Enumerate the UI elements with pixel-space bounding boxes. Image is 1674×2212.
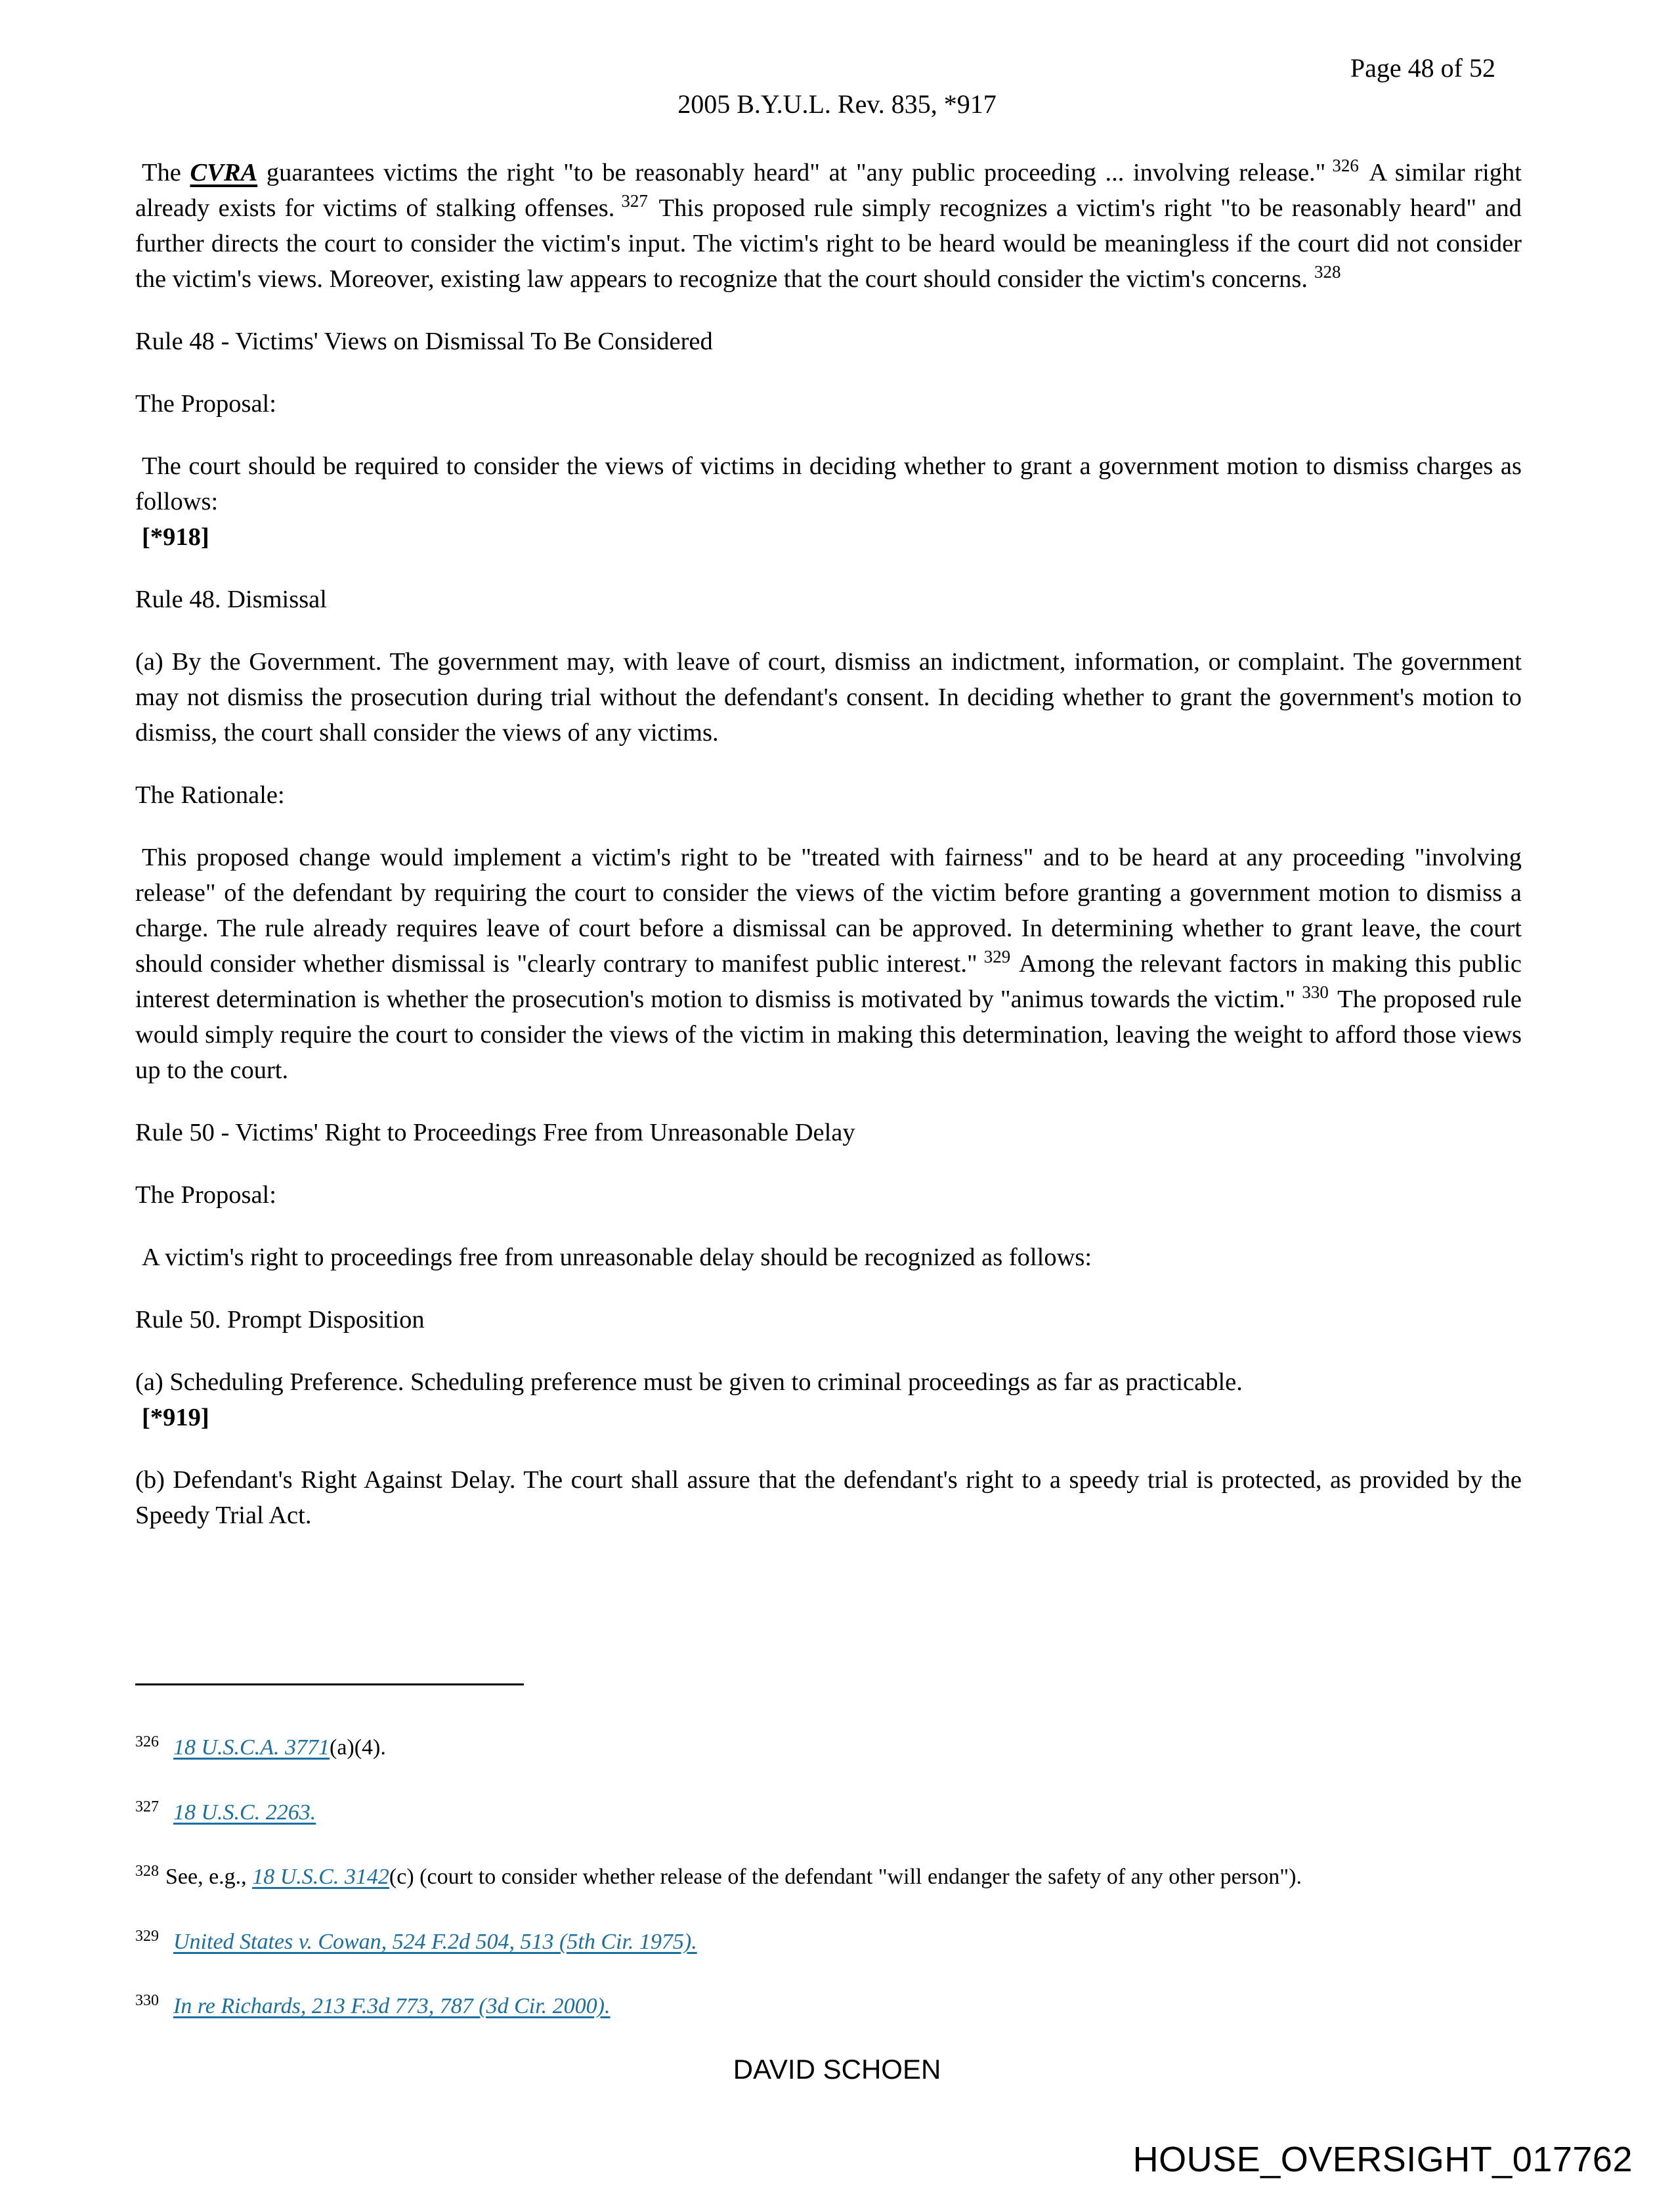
footnote-ref-327[interactable]: 327 — [621, 191, 648, 211]
footnote-number: 330 — [135, 1992, 159, 2009]
page-number: Page 48 of 52 — [1350, 53, 1495, 83]
proposal-label: The Proposal: — [135, 1181, 276, 1209]
cvra-link[interactable]: CVRA — [190, 159, 258, 186]
rationale-label: The Rationale: — [135, 781, 285, 809]
rationale-paragraph — [135, 840, 1522, 1088]
footnote-329 — [135, 1928, 697, 1955]
footnote-text: (c) (court to consider whether release of the defendant "will endanger the safety of any other person"). — [389, 1865, 1302, 1889]
footnote-number: 328 — [135, 1863, 159, 1880]
rule50-subsection-a: (a) Scheduling Preference. Scheduling preference must be given to criminal proceedings as far as practicable. — [135, 1368, 1243, 1396]
text: This proposed change would implement a victim's right to be "treated with fairness" and to be heard at any proceeding "involving release" of the defendant by requiring the court to consider the views of the victim before granting a government motion to dismiss a charge. The rule already requires leave of court before a dismissal can be approved. In determining whether to grant leave, the court should consider whether dismissal is "clearly contrary to manifest public interest." — [135, 844, 1522, 978]
footnote-text: (a)(4). — [330, 1735, 386, 1760]
footer-author: DAVID SCHOEN — [733, 2054, 941, 2085]
footnote-326 — [135, 1733, 386, 1760]
footnote-text: See, e.g., — [165, 1865, 253, 1889]
rule50-heading: Rule 50 - Victims' Right to Proceedings Free from Unreasonable Delay — [135, 1119, 855, 1146]
proposal-label: The Proposal: — [135, 390, 276, 418]
citation-link[interactable]: In re Richards, 213 F.3d 773, 787 (3d Cir. 2000). — [173, 1994, 611, 2018]
footnote-330 — [135, 1992, 611, 2019]
text: This proposed rule simply recognizes a victim's right "to be reasonably heard" and further directs the court to consider the victim's input. The victim's right to be heard would be meaningless if the court did not consider the victim's views. Moreover, existing law appears to recognize that the court should consider the victim's concerns. — [135, 194, 1522, 293]
text: A similar right already exists for victims of stalking offenses. — [135, 159, 1522, 222]
citation-link[interactable]: 18 U.S.C.A. 3771 — [173, 1735, 330, 1760]
text: guarantees victims the right "to be reasonably heard" at "any public proceeding ... involving release." — [257, 159, 1326, 186]
footnote-separator — [135, 1683, 524, 1685]
paragraph-cvra — [135, 155, 1522, 297]
citation-link[interactable]: United States v. Cowan, 524 F.2d 504, 513 (5th Cir. 1975). — [173, 1930, 697, 1954]
text: The proposed rule would simply require the court to consider the views of the victim in making this determination, leaving the weight to afford those views up to the court. — [135, 986, 1522, 1084]
footnote-327 — [135, 1798, 316, 1825]
footnote-328 — [135, 1863, 1302, 1890]
star-page-918: [*918] — [142, 523, 209, 551]
footnote-ref-328[interactable]: 328 — [1314, 262, 1341, 282]
footnote-ref-329[interactable]: 329 — [983, 947, 1011, 966]
footnote-number: 327 — [135, 1798, 159, 1815]
footnote-number: 326 — [135, 1733, 159, 1750]
rule50-title: Rule 50. Prompt Disposition — [135, 1306, 425, 1334]
footnote-ref-330[interactable]: 330 — [1302, 982, 1329, 1002]
proposal-paragraph: The court should be required to consider the views of victims in deciding whether to grant a government motion to dismiss charges as follows: — [135, 452, 1522, 515]
rule50-subsection-b: (b) Defendant's Right Against Delay. The court shall assure that the defendant's right to a speedy trial is protected, as provided by the Speedy Trial Act. — [135, 1466, 1522, 1529]
footnote-number: 329 — [135, 1928, 159, 1945]
rule48-heading: Rule 48 - Victims' Views on Dismissal To Be Considered — [135, 328, 713, 355]
citation-link[interactable]: 18 U.S.C. 3142 — [252, 1865, 389, 1889]
rule48-title: Rule 48. Dismissal — [135, 586, 327, 613]
text: The — [142, 159, 190, 186]
footnote-ref-326[interactable]: 326 — [1332, 156, 1359, 175]
proposal-paragraph: A victim's right to proceedings free from unreasonable delay should be recognized as follows: — [142, 1244, 1092, 1271]
document-body — [135, 155, 1522, 1560]
bates-number: HOUSE_OVERSIGHT_017762 — [1132, 2140, 1633, 2179]
citation-link[interactable]: 18 U.S.C. 2263. — [173, 1800, 316, 1825]
running-header-citation: 2005 B.Y.U.L. Rev. 835, *917 — [677, 89, 997, 119]
star-page-919: [*919] — [142, 1404, 209, 1431]
text: Among the relevant factors in making this public interest determination is whether the prosecution's motion to dismiss is motivated by "animus towards the victim." — [135, 950, 1522, 1013]
rule48-subsection-a: (a) By the Government. The government may, with leave of court, dismiss an indictment, information, or complaint. The government may not dismiss the prosecution during trial without the defendant's consent. In deciding whether to grant the government's motion to dismiss, the court shall consider the views of any victims. — [135, 648, 1522, 747]
